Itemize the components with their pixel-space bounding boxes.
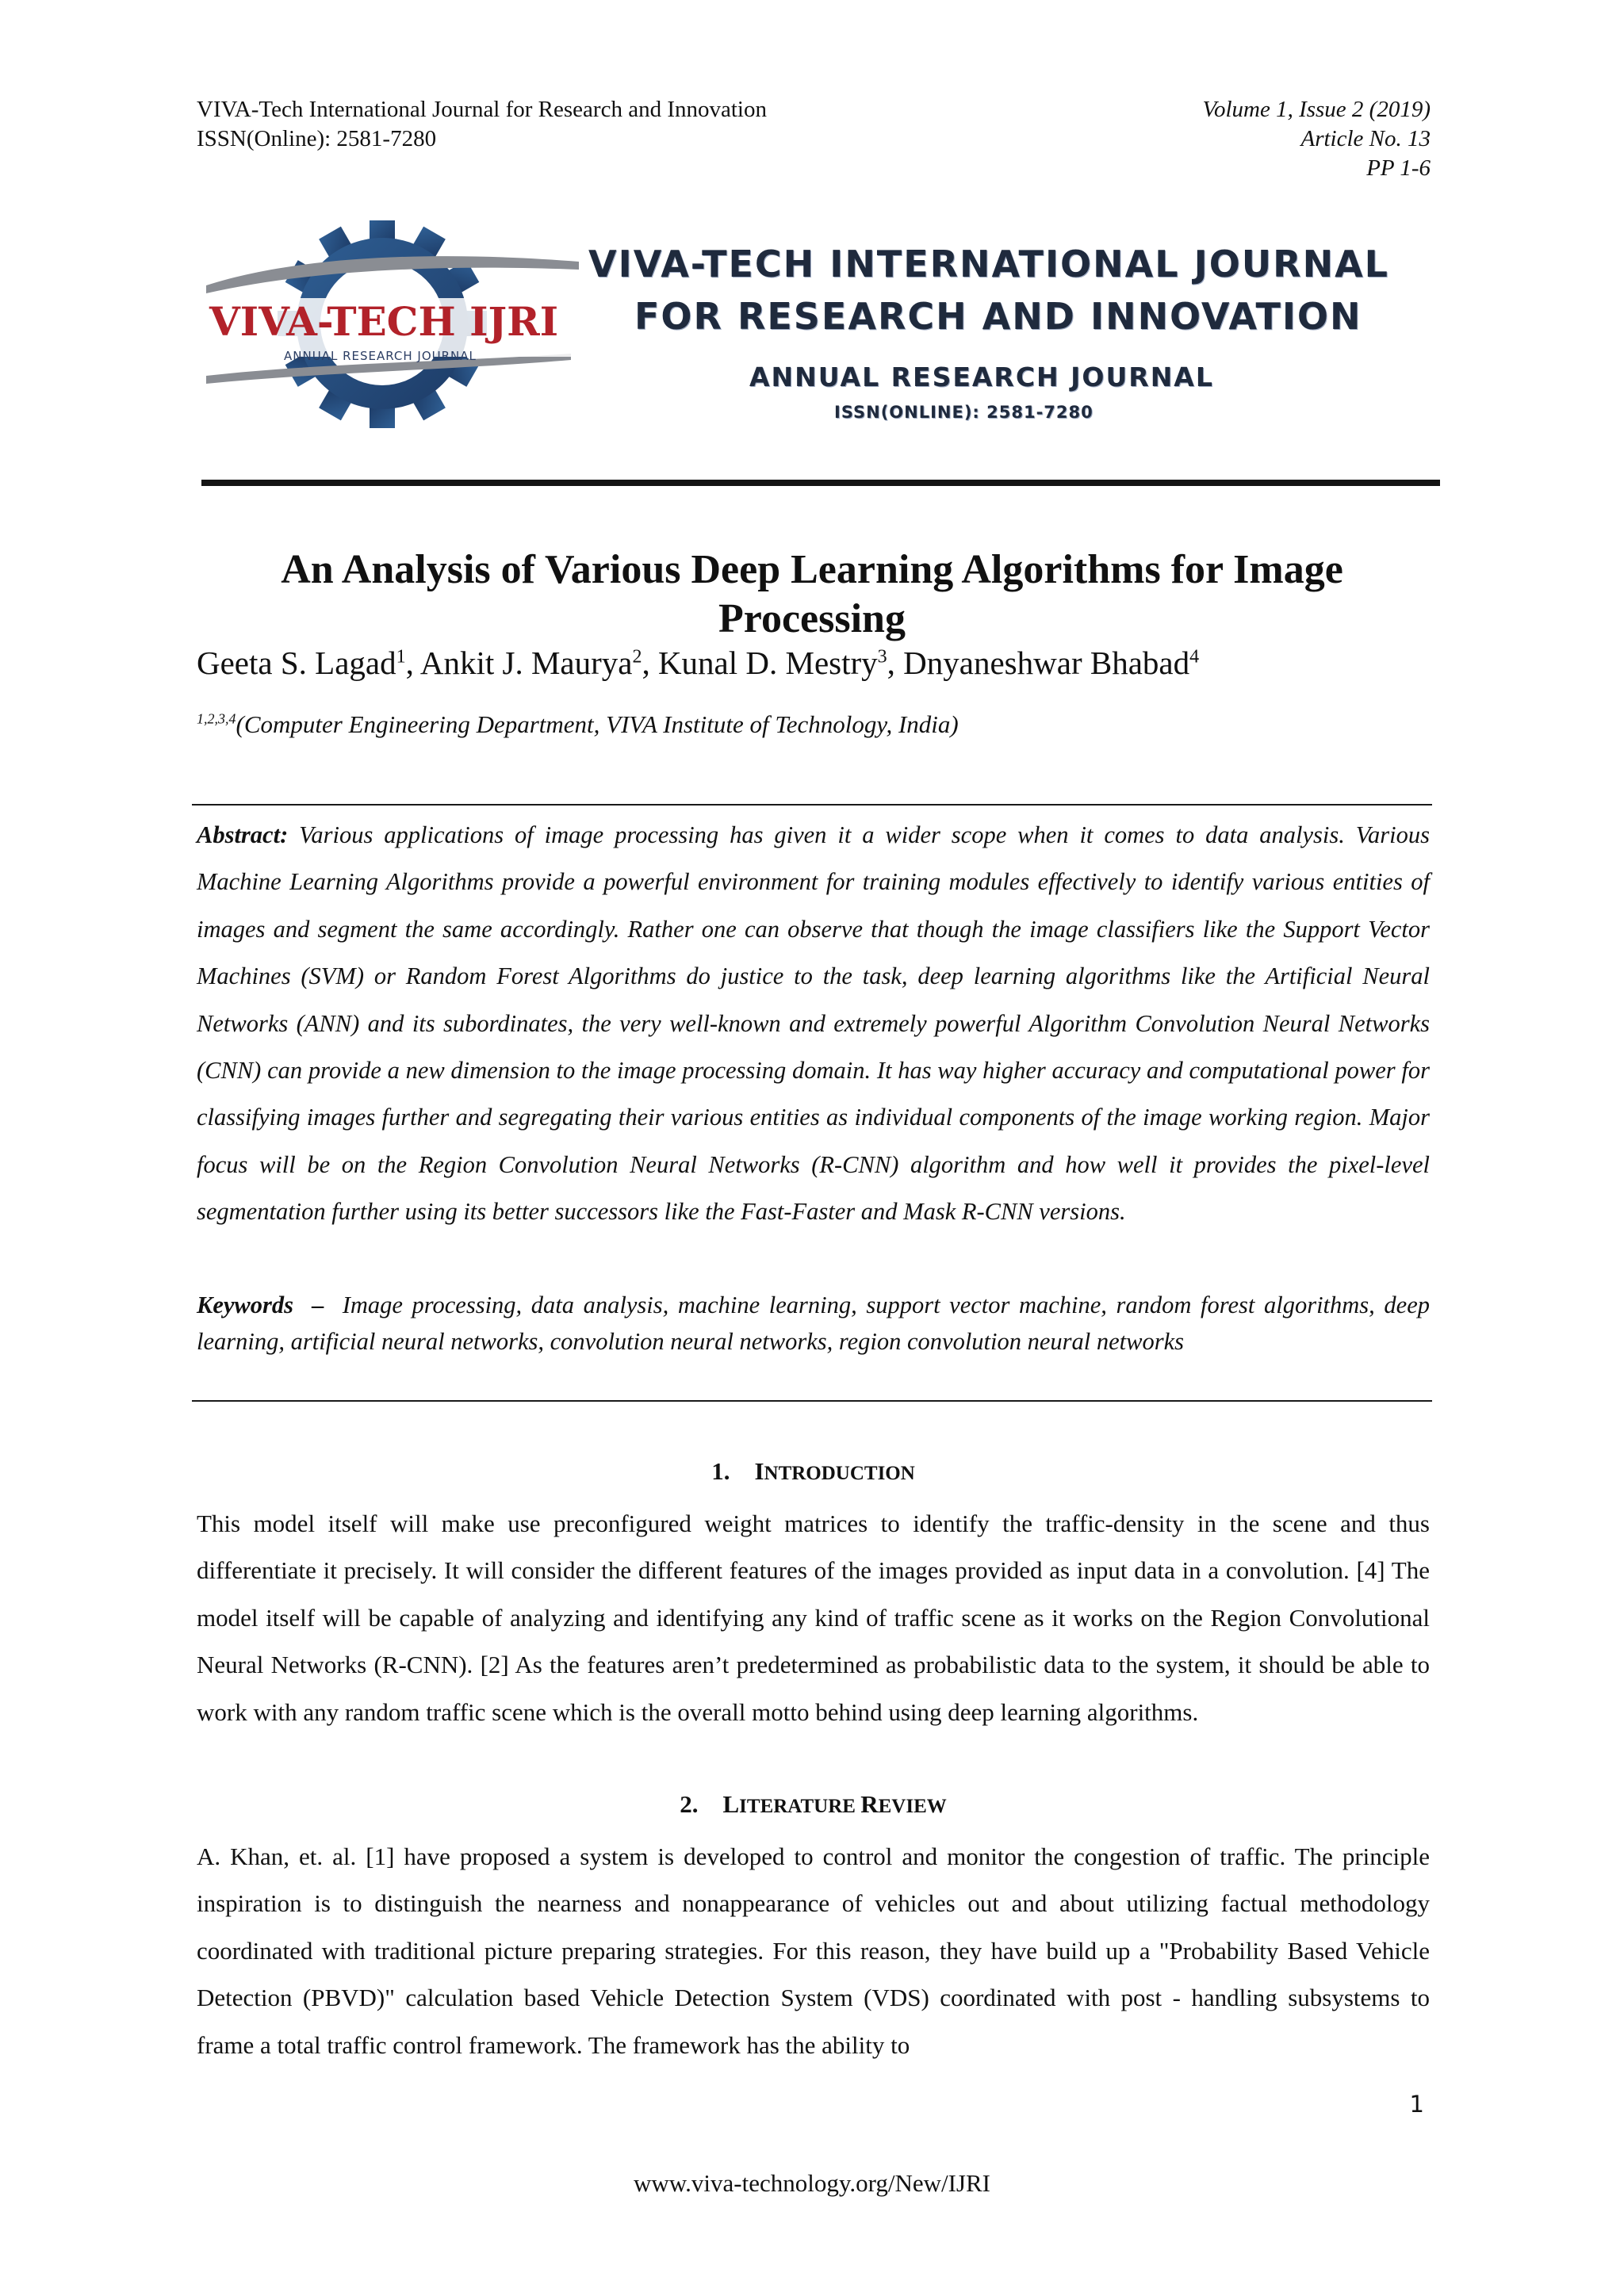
keywords-label: Keywords	[197, 1292, 293, 1318]
author-sup: 1	[396, 646, 406, 668]
header-volume-issue: Volume 1, Issue 2 (2019)	[1202, 97, 1431, 122]
author-name: Dnyaneshwar Bhabad	[903, 645, 1190, 681]
author-name: Kunal D. Mestry	[657, 645, 878, 681]
abstract-top-rule	[192, 804, 1432, 806]
section-body-literature-review: A. Khan, et. al. [1] have proposed a system is developed to control and monitor the congestion of traffic. The principle inspiration is to distinguish the nearness and nonappearance of vehicles out and about utilizing factual methodology coordinated with traditional picture preparing strategies. For this reason, they have build up a "Probability Based Vehicle Detection (PBVD)" calculation based Vehicle Detection System (VDS) coordinated with post - handling subsystems to frame a total traffic control framework. The framework has the ability to	[197, 1843, 1430, 2059]
section-number: 1.	[711, 1457, 730, 1485]
section-heading-introduction: 1. INTRODUCTION	[711, 1457, 915, 1485]
footer-url[interactable]: www.viva-technology.org/New/IJRI	[634, 2169, 990, 2197]
abstract-text: Various applications of image processing has given it a wider scope when it comes to data analysis. Various Machine Learning Algorithms provide a powerful environment for training modules effectively to identify various entities of images and segment the same accordingly. Rather one can observe that though the image classifiers like the Support Vector Machines (SVM) or Random Forest Algorithms do justice to the task, deep learning algorithms like the Artificial Neural Networks (ANN) and its subordinates, the very well-known and extremely powerful Algorithm Convolution Neural Networks (CNN) can provide a new dimension to the image processing domain. It has way higher accuracy and computational power for classifying images further and segregating their various entities as individual components of the image working region. Major focus will be on the Region Convolution Neural Networks (R-CNN) algorithm and how well it provides the pixel-level segmentation further using its better successors like the Fast-Faster and Mask R-CNN versions.	[197, 821, 1431, 1226]
keywords-dash: –	[312, 1292, 324, 1318]
abstract	[197, 812, 1430, 1236]
author-list: Geeta S. Lagad$^1$, Ankit J. Maurya$^2$, Kunal D. Mestry$^3$, Dnyaneshwar Bhabad$^4$	[197, 645, 1200, 681]
keywords	[197, 1287, 1430, 1360]
header-issn: ISSN(Online): 2581-7280	[197, 126, 437, 151]
affiliation-text: (Computer Engineering Department, VIVA Institute of Technology, India)	[236, 710, 959, 738]
page-number: 1	[1409, 2091, 1424, 2118]
logo-subtext: ANNUAL RESEARCH JOURNAL	[284, 349, 477, 363]
author-name: Ankit J. Maurya	[419, 645, 633, 681]
author-sup: 3	[877, 646, 887, 668]
header-pages: PP 1-6	[1366, 155, 1431, 181]
banner-divider	[201, 480, 1440, 486]
section-body-introduction: This model itself will make use preconfigured weight matrices to identify the traffic-density in the scene and thus differentiate it precisely. It will consider the different features of the images provided as input data in a convolution. [4] The model itself will be capable of analyzing and identifying any kind of traffic scene as it works on the Region Convolutional Neural Networks (R-CNN). [2] As the features aren’t predetermined as probabilistic data to the system, it should be able to work with any random traffic scene which is the overall motto behind using deep learning algorithms.	[197, 1510, 1430, 1726]
keywords-text: Image processing, data analysis, machine learning, support vector machine, random forest algorithms, deep learning, artificial neural networks, convolution neural networks, region convolution neural networks	[197, 1292, 1430, 1355]
author-name: Geeta S. Lagad	[197, 645, 396, 681]
header-journal-name: VIVA-Tech International Journal for Research and Innovation	[197, 97, 767, 122]
affiliation	[197, 710, 959, 739]
running-header-left	[197, 95, 767, 154]
journal-logo	[198, 220, 583, 428]
running-header-right	[1202, 95, 1431, 183]
section-number: 2.	[680, 1790, 699, 1818]
banner-title-line2: FOR RESEARCH AND INNOVATION	[634, 295, 1362, 338]
abstract-label: Abstract:	[197, 821, 289, 848]
banner-issn: ISSN(ONLINE): 2581-7280	[834, 403, 1094, 422]
paper-title: An Analysis of Various Deep Learning Algorithms for Image Processing	[281, 547, 1343, 641]
section-heading-literature-review: 2. LITERATURE REVIEW	[680, 1790, 947, 1818]
header-article-no: Article No. 13	[1300, 126, 1431, 151]
author-sup: 4	[1189, 646, 1200, 668]
logo-text: VIVA-TECH IJRI	[209, 298, 559, 345]
author-sup: 2	[632, 646, 642, 668]
abstract-bottom-rule	[192, 1400, 1432, 1402]
banner-title-line1: VIVA-TECH INTERNATIONAL JOURNAL	[588, 243, 1389, 285]
banner-subtitle: ANNUAL RESEARCH JOURNAL	[749, 362, 1214, 392]
affiliation-sup: 1,2,3,4	[197, 710, 236, 727]
